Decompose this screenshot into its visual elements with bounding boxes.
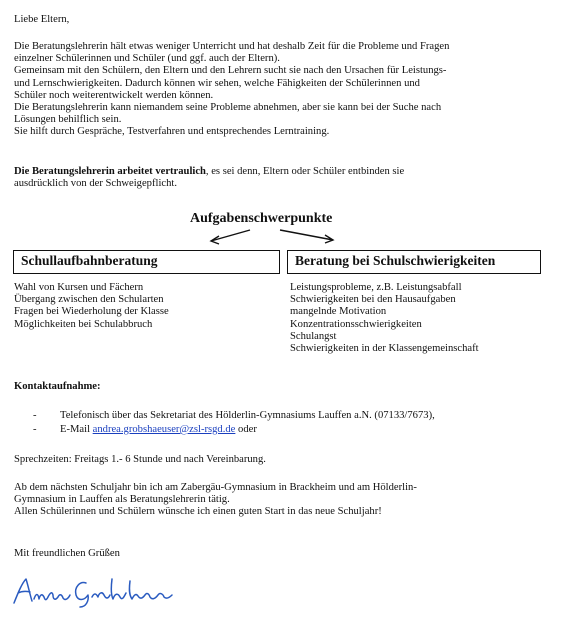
contact-heading: Kontaktaufnahme: <box>14 381 101 392</box>
intro-line: Die Beratungslehrerin kann niemandem seine Probleme abnehmen, aber sie kann bei der Suche nach <box>14 102 442 114</box>
list-item: Fragen bei Wiederholung der Klasse <box>14 306 169 318</box>
intro-line: Gemeinsam mit den Schülern, den Eltern und den Lehrern sucht sie nach den Ursachen für Leistungs- <box>14 65 447 77</box>
list-item: mangelnde Motivation <box>290 306 387 318</box>
regards: Mit freundlichen Grüßen <box>14 548 120 559</box>
intro-line: Schüler noch weiterentwickelt werden können. <box>14 89 214 101</box>
right-box-title: Beratung bei Schulschwierigkeiten <box>287 250 541 274</box>
focus-heading: Aufgabenschwerpunkte <box>190 211 333 226</box>
right-list <box>290 282 479 355</box>
intro-line: Sie hilft durch Gespräche, Testverfahren und entsprechendes Lerntraining. <box>14 126 330 138</box>
email-link[interactable]: andrea.grobshaeuser@zsl-rsgd.de <box>92 424 236 435</box>
list-item: Möglichkeiten bei Schulabbruch <box>14 318 153 330</box>
list-item: Leistungsprobleme, z.B. Leistungsabfall <box>290 282 462 293</box>
arrow-left-icon <box>211 230 250 244</box>
arrow-right-icon <box>280 230 333 243</box>
greeting: Liebe Eltern, <box>14 14 70 25</box>
confidentiality-bold: Die Beratungslehrerin arbeitet vertraulich <box>14 166 206 177</box>
list-item: Konzentrationsschwierigkeiten <box>290 318 422 330</box>
intro-line: Lösungen behilflich sein. <box>14 114 122 126</box>
list-item: Wahl von Kursen und Fächern <box>14 282 144 293</box>
closing-paragraph <box>14 482 554 519</box>
contact-email-line <box>60 424 257 436</box>
closing-line: Allen Schülerinnen und Schülern wünsche ich einen guten Start in das neue Schuljahr! <box>14 506 382 518</box>
left-list <box>14 282 169 331</box>
closing-line: Ab dem nächsten Schuljahr bin ich am Zabergäu-Gymnasium in Brackheim und am Hölderlin- <box>14 482 417 493</box>
confidentiality-rest: , es sei denn, Eltern oder Schüler entbinden sie <box>205 166 405 177</box>
contact-phone: Telefonisch über das Sekretariat des Hölderlin-Gymnasiums Lauffen a.N. (07133/7673), <box>60 410 435 421</box>
dash-bullet: - <box>33 424 37 435</box>
list-item: Schwierigkeiten in der Klassengemeinschaft <box>290 343 479 355</box>
closing-line: Gymnasium in Lauffen als Beratungslehrerin tätig. <box>14 494 230 506</box>
list-item: Übergang zwischen den Schularten <box>14 294 164 306</box>
confidentiality-line2: ausdrücklich von der Schweigepflicht. <box>14 178 177 190</box>
dash-bullet: - <box>33 410 37 421</box>
left-box-title: Schullaufbahnberatung <box>13 250 280 274</box>
office-hours: Sprechzeiten: Freitags 1.- 6 Stunde und nach Vereinbarung. <box>14 454 266 465</box>
handwritten-signature <box>8 571 178 611</box>
email-suffix: oder <box>235 424 257 435</box>
intro-line: und Lernschwierigkeiten. Dadurch können wir sehen, welche Fähigkeiten der Schülerinnen und <box>14 77 420 89</box>
email-prefix: E-Mail <box>60 424 93 435</box>
list-item: Schulangst <box>290 330 337 342</box>
intro-line: Die Beratungslehrerin hält etwas weniger Unterricht und hat deshalb Zeit für die Probleme und Fragen <box>14 41 450 52</box>
list-item: Schwierigkeiten bei den Hausaufgaben <box>290 294 456 306</box>
intro-line: einzelner Schülerinnen und Schüler (und ggf. auch der Eltern). <box>14 53 280 65</box>
